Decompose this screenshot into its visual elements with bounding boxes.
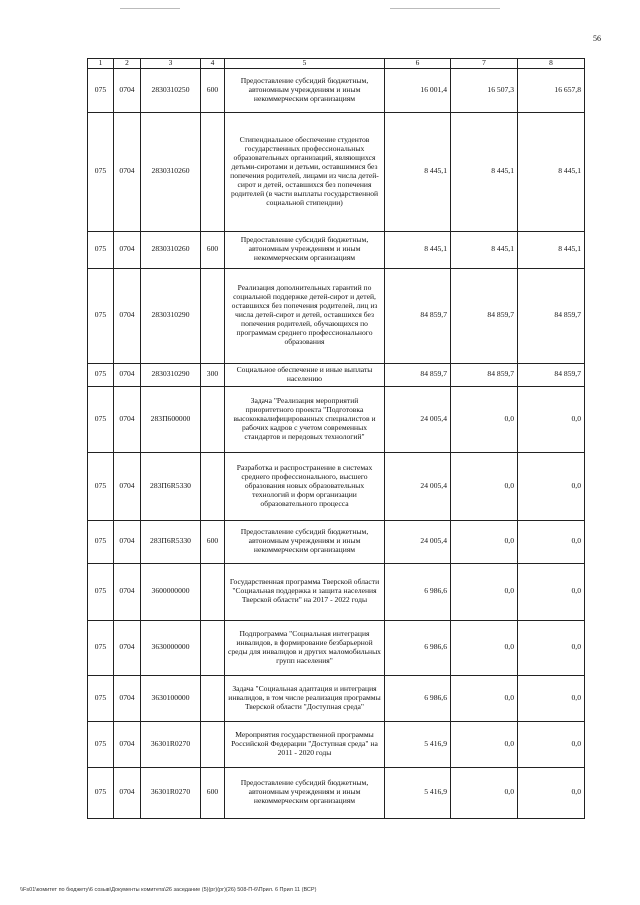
cell-col-1: 075 (88, 767, 114, 818)
cell-col-5: Государственная программа Тверской области "Социальная поддержка и защита населения Тверской области" на 2017 - 2022 годы (225, 563, 385, 620)
cell-col-6: 84 859,7 (385, 363, 451, 386)
cell-col-7: 0,0 (451, 721, 518, 767)
cell-col-2: 0704 (114, 620, 141, 675)
page-number: 56 (593, 34, 601, 43)
cell-col-6: 8 445,1 (385, 231, 451, 268)
cell-col-6: 16 001,4 (385, 68, 451, 112)
cell-col-3: 3630100000 (141, 675, 201, 721)
table-row (88, 268, 585, 363)
cell-col-3: 2830310260 (141, 112, 201, 231)
cell-col-1: 075 (88, 386, 114, 452)
cell-col-3: 2830310290 (141, 363, 201, 386)
cell-col-7: 0,0 (451, 452, 518, 520)
cell-col-8: 84 859,7 (518, 363, 585, 386)
cell-col-8: 0,0 (518, 563, 585, 620)
file-path-footer: \\Fs01\комитет по бюджету\6 созыв\Документы комитета\26 заседание (5)(рг)(рг)(26) 508-П-6\Прил. 6 Прил 11 (ВСР) (20, 887, 317, 893)
cell-col-3: 2830310260 (141, 231, 201, 268)
table-row (88, 520, 585, 563)
cell-col-6: 24 005,4 (385, 520, 451, 563)
cell-col-3: 2830310250 (141, 68, 201, 112)
cell-col-8: 0,0 (518, 721, 585, 767)
table-row (88, 563, 585, 620)
cell-col-5: Мероприятия государственной программы Российской Федерации "Доступная среда" на 2011 - 2020 годы (225, 721, 385, 767)
cell-col-7: 0,0 (451, 520, 518, 563)
cell-col-6: 24 005,4 (385, 452, 451, 520)
cell-col-6: 6 986,6 (385, 563, 451, 620)
cell-col-2: 0704 (114, 268, 141, 363)
cell-col-2: 0704 (114, 520, 141, 563)
cell-col-4 (201, 620, 225, 675)
cell-col-4: 600 (201, 520, 225, 563)
cell-col-6: 24 005,4 (385, 386, 451, 452)
cell-col-2: 0704 (114, 452, 141, 520)
cell-col-6: 6 986,6 (385, 620, 451, 675)
cell-col-5: Предоставление субсидий бюджетным, автономным учреждениям и иным некоммерческим организациям (225, 520, 385, 563)
scan-artifact (390, 8, 500, 9)
cell-col-2: 0704 (114, 68, 141, 112)
cell-col-8: 0,0 (518, 386, 585, 452)
cell-col-6: 84 859,7 (385, 268, 451, 363)
table-row (88, 386, 585, 452)
cell-col-4 (201, 721, 225, 767)
cell-col-3: 283П6R5330 (141, 452, 201, 520)
column-header: 2 (114, 59, 141, 69)
table-row (88, 675, 585, 721)
cell-col-2: 0704 (114, 231, 141, 268)
cell-col-4: 300 (201, 363, 225, 386)
cell-col-4: 600 (201, 68, 225, 112)
cell-col-7: 0,0 (451, 620, 518, 675)
cell-col-3: 283П6R5330 (141, 520, 201, 563)
column-header: 1 (88, 59, 114, 69)
cell-col-5: Реализация дополнительных гарантий по социальной поддержке детей-сирот и детей, оставшихся без попечения родителей, лиц из числа детей-сирот и детей, оставшихся без попечения родителей, обучающихся по программам среднего профессионального образования (225, 268, 385, 363)
cell-col-4: 600 (201, 231, 225, 268)
cell-col-8: 0,0 (518, 767, 585, 818)
table-row (88, 231, 585, 268)
cell-col-4 (201, 112, 225, 231)
table-row (88, 721, 585, 767)
cell-col-1: 075 (88, 520, 114, 563)
cell-col-2: 0704 (114, 767, 141, 818)
column-header: 8 (518, 59, 585, 69)
cell-col-8: 8 445,1 (518, 231, 585, 268)
cell-col-1: 075 (88, 231, 114, 268)
column-header: 4 (201, 59, 225, 69)
cell-col-2: 0704 (114, 112, 141, 231)
cell-col-4 (201, 452, 225, 520)
cell-col-5: Предоставление субсидий бюджетным, автономным учреждениям и иным некоммерческим организациям (225, 767, 385, 818)
cell-col-5: Предоставление субсидий бюджетным, автономным учреждениям и иным некоммерческим организациям (225, 68, 385, 112)
cell-col-7: 84 859,7 (451, 268, 518, 363)
cell-col-7: 8 445,1 (451, 112, 518, 231)
cell-col-5: Задача "Социальная адаптация и интеграция инвалидов, в том числе реализация программы Тверской области "Доступная среда" (225, 675, 385, 721)
cell-col-1: 075 (88, 675, 114, 721)
cell-col-3: 36301R0270 (141, 767, 201, 818)
table-row (88, 112, 585, 231)
budget-table (87, 58, 585, 819)
cell-col-5: Подпрограмма "Социальная интеграция инвалидов, в формирование безбарьерной среды для инвалидов и других маломобильных групп населения" (225, 620, 385, 675)
cell-col-1: 075 (88, 620, 114, 675)
cell-col-4 (201, 675, 225, 721)
cell-col-2: 0704 (114, 386, 141, 452)
cell-col-3: 283П600000 (141, 386, 201, 452)
cell-col-3: 3630000000 (141, 620, 201, 675)
cell-col-7: 8 445,1 (451, 231, 518, 268)
cell-col-5: Стипендиальное обеспечение студентов государственных профессиональных образовательных организаций, являющихся детьми-сиротами и детьми, оставшимися без попечения родителей, лицами из числа детей-сирот и детей, оставшихся без попечения родителей (в части выплаты государственной социальной стипендии) (225, 112, 385, 231)
cell-col-8: 84 859,7 (518, 268, 585, 363)
cell-col-7: 0,0 (451, 386, 518, 452)
cell-col-8: 0,0 (518, 520, 585, 563)
cell-col-1: 075 (88, 452, 114, 520)
cell-col-6: 5 416,9 (385, 767, 451, 818)
cell-col-8: 0,0 (518, 620, 585, 675)
column-header: 5 (225, 59, 385, 69)
cell-col-3: 2830310290 (141, 268, 201, 363)
table-row (88, 620, 585, 675)
cell-col-5: Разработка и распространение в системах среднего профессионального, высшего образования новых образовательных технологий и форм организации образовательного процесса (225, 452, 385, 520)
cell-col-4: 600 (201, 767, 225, 818)
cell-col-6: 6 986,6 (385, 675, 451, 721)
table-row (88, 68, 585, 112)
table-row (88, 767, 585, 818)
cell-col-6: 5 416,9 (385, 721, 451, 767)
cell-col-2: 0704 (114, 563, 141, 620)
cell-col-4 (201, 268, 225, 363)
cell-col-7: 0,0 (451, 675, 518, 721)
cell-col-7: 0,0 (451, 767, 518, 818)
cell-col-4 (201, 563, 225, 620)
cell-col-1: 075 (88, 68, 114, 112)
cell-col-1: 075 (88, 363, 114, 386)
column-header: 3 (141, 59, 201, 69)
cell-col-4 (201, 386, 225, 452)
scan-artifact (120, 8, 180, 9)
column-header: 6 (385, 59, 451, 69)
cell-col-1: 075 (88, 112, 114, 231)
cell-col-1: 075 (88, 268, 114, 363)
cell-col-7: 0,0 (451, 563, 518, 620)
cell-col-2: 0704 (114, 721, 141, 767)
cell-col-7: 84 859,7 (451, 363, 518, 386)
cell-col-5: Задача "Реализация мероприятий приоритетного проекта "Подготовка высококвалифицированных специалистов и рабочих кадров с учетом современных стандартов и передовых технологий" (225, 386, 385, 452)
cell-col-5: Предоставление субсидий бюджетным, автономным учреждениям и иным некоммерческим организациям (225, 231, 385, 268)
table-row (88, 363, 585, 386)
cell-col-6: 8 445,1 (385, 112, 451, 231)
cell-col-2: 0704 (114, 363, 141, 386)
cell-col-2: 0704 (114, 675, 141, 721)
table-row (88, 452, 585, 520)
header-row (88, 59, 585, 69)
column-header: 7 (451, 59, 518, 69)
cell-col-8: 16 657,8 (518, 68, 585, 112)
cell-col-8: 8 445,1 (518, 112, 585, 231)
cell-col-7: 16 507,3 (451, 68, 518, 112)
cell-col-5: Социальное обеспечение и иные выплаты населению (225, 363, 385, 386)
cell-col-8: 0,0 (518, 675, 585, 721)
cell-col-3: 36301R0270 (141, 721, 201, 767)
cell-col-1: 075 (88, 721, 114, 767)
cell-col-1: 075 (88, 563, 114, 620)
cell-col-8: 0,0 (518, 452, 585, 520)
cell-col-3: 3600000000 (141, 563, 201, 620)
